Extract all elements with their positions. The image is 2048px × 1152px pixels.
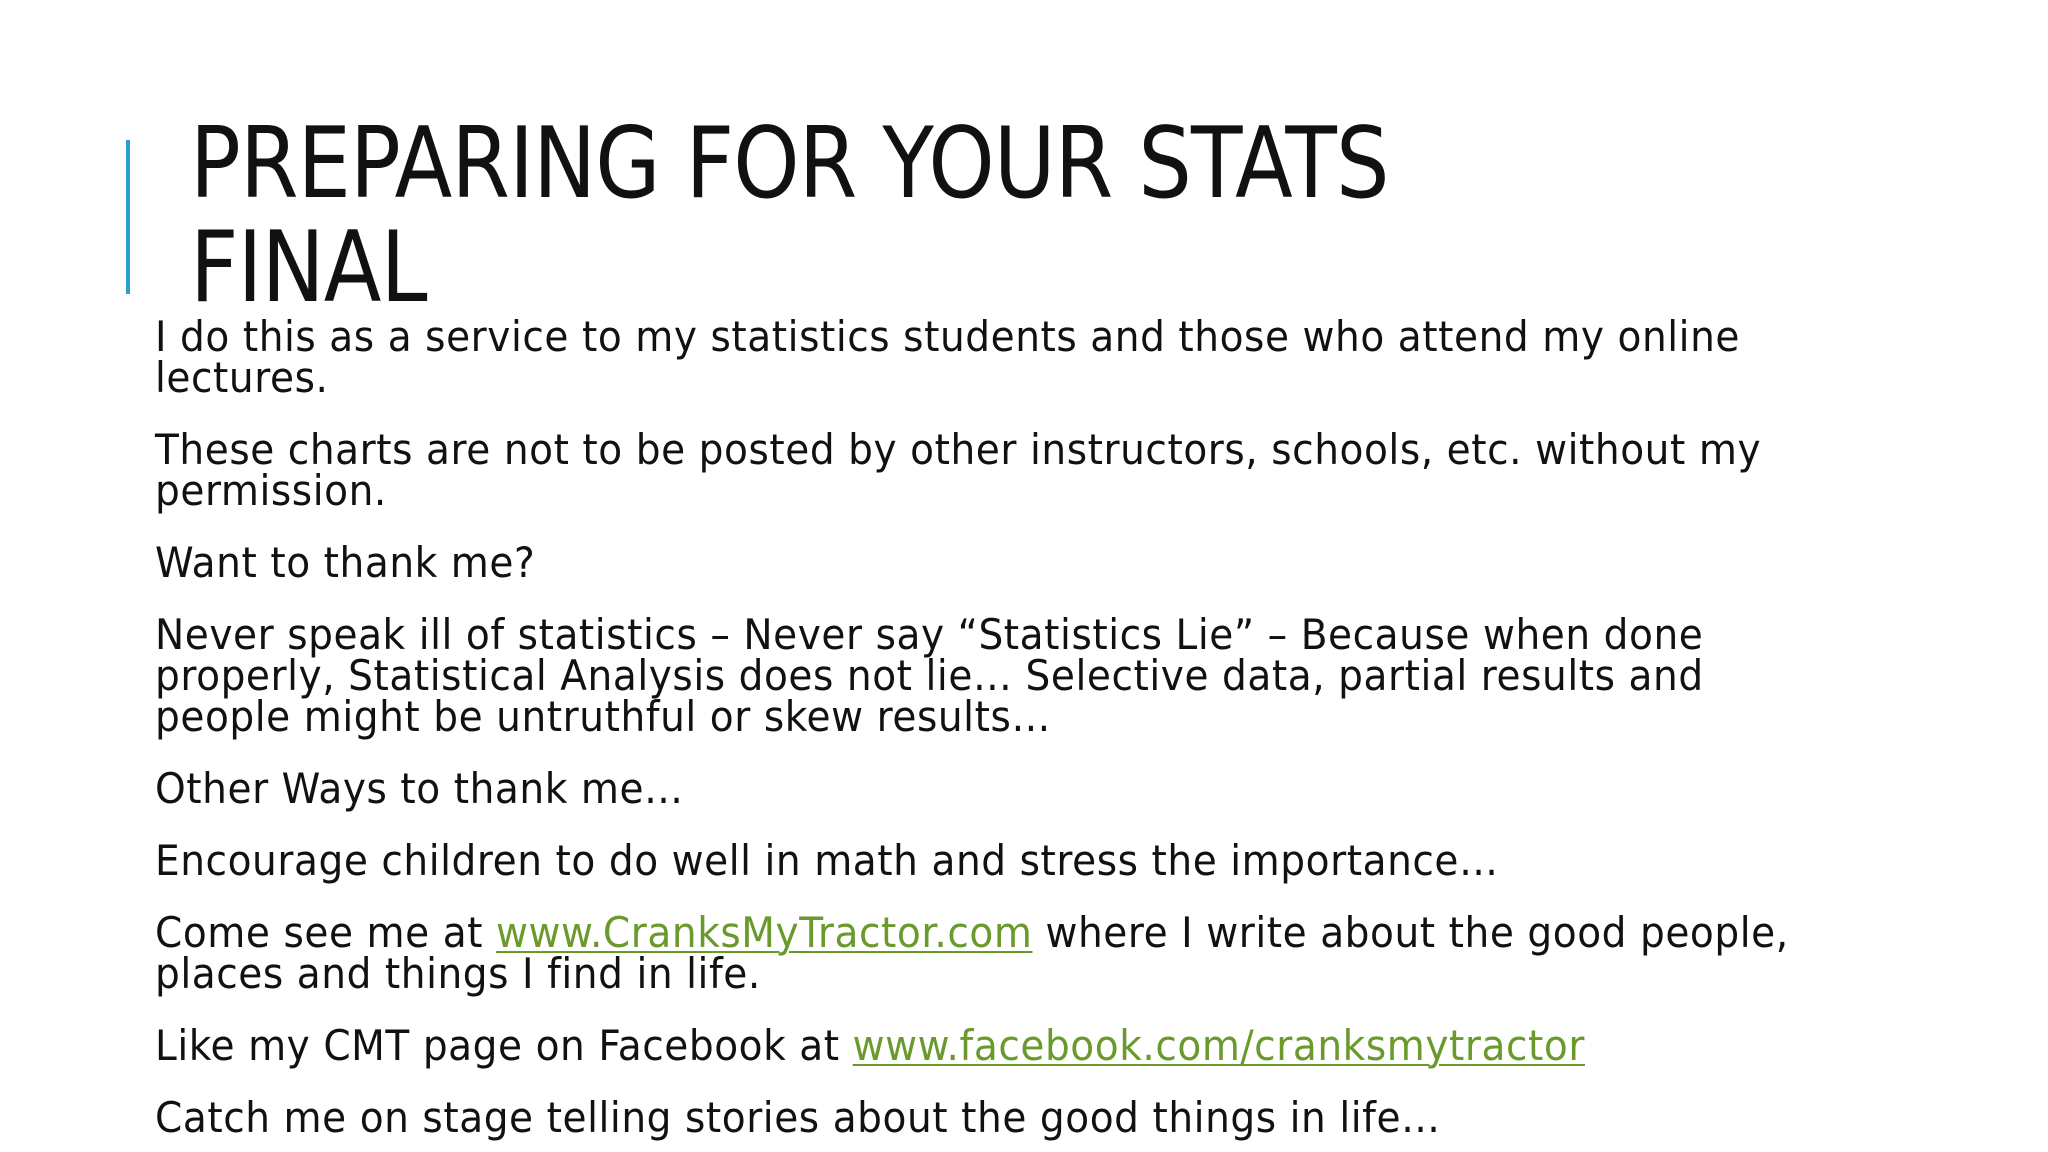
paragraph-stage-stories: Catch me on stage telling stories about the good things in life… [155,1093,1441,1142]
website-link[interactable]: www.CranksMyTractor.com [496,908,1033,957]
paragraph-statistics-lie: Never speak ill of statistics – Never say “Statistics Lie” – Because when done properly, Statistical Analysis does not lie… Selective data, partial results and people might be untruthful or skew results… [155,610,1704,741]
title-accent-bar [126,140,130,294]
slide-title [190,107,1566,325]
title-line-1: PREPARING FOR YOUR STATS [190,107,1389,221]
website-text-before: Come see me at [155,908,497,957]
website-text-after: where I write about the good people, places and things I find in life. [155,908,1789,998]
paragraph-facebook [155,1021,1829,1070]
paragraph-encourage-children: Encourage children to do well in math and stress the importance… [155,836,1499,885]
slide-body [155,312,1829,1152]
paragraph-service: I do this as a service to my statistics students and those who attend my online lectures. [155,312,1740,402]
paragraph-other-ways: Other Ways to thank me… [155,764,684,813]
paragraph-website [155,908,1829,998]
paragraph-permission: These charts are not to be posted by other instructors, schools, etc. without my permission. [155,425,1762,515]
facebook-link[interactable]: www.facebook.com/cranksmytractor [852,1021,1585,1070]
title-line-2: FINAL [190,211,427,325]
facebook-text-before: Like my CMT page on Facebook at [155,1021,853,1070]
paragraph-thank-me: Want to thank me? [155,538,536,587]
